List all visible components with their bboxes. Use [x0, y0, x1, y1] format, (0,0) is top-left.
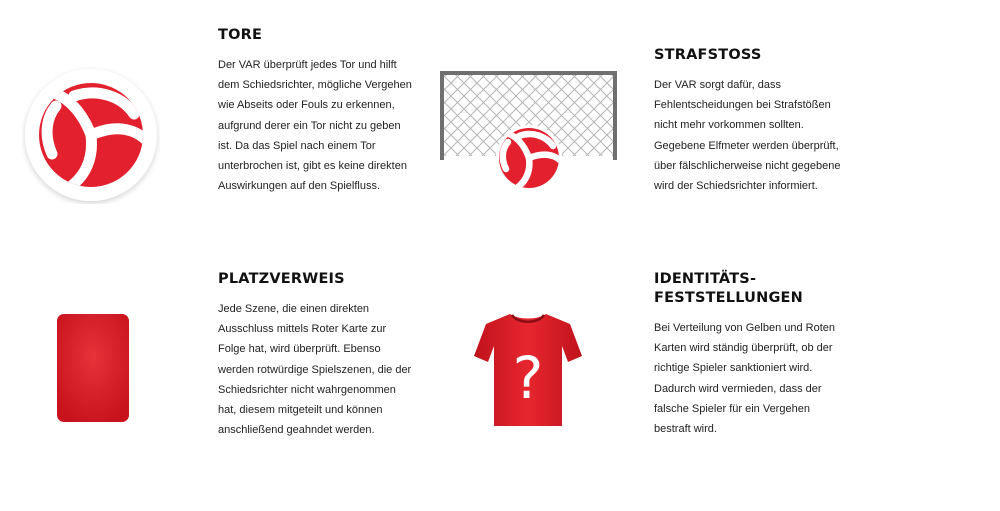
section-body-strafstoss: Der VAR sorgt dafür, dass Fehlentscheidungen bei Strafstößen nicht mehr vorkommen sollten. Gegebene Elfmeter werden überprüft, über fälschlicherweise nicht gegebene wird der Schiedsrichter informiert. [654, 79, 841, 193]
section-body-tore: Der VAR überprüft jedes Tor und hilft dem Schiedsrichter, mögliche Vergehen wie Abseits oder Fouls zu erkennen, aufgrund derer ein Tor nicht zu geben ist. Da das Spiel nach einem Tor unterbrochen ist, gibt es keine direkten Auswirkungen auf den Spielfluss. [218, 59, 412, 193]
red-card-icon [56, 313, 132, 425]
section-title-strafstoss: STRAFSTOSS [654, 47, 762, 63]
section-strafstoss [654, 46, 849, 196]
section-title-platzverweis: PLATZVERWEIS [218, 271, 345, 287]
section-tore [218, 26, 413, 196]
section-body-platzverweis: Jede Szene, die einen direkten Ausschluss mittels Roter Karte zur Folge hat, wird überprüft. Ebenso werden rotwürdige Spielszenen, die der Schiedsrichter nicht wahrgenommen hat, diesem mitgeteilt und können anschließend geahndet werden. [218, 303, 412, 437]
section-platzverweis [218, 270, 413, 440]
section-identitaet [654, 270, 844, 439]
volleyball-icon [22, 66, 160, 204]
section-body-identitaet: Bei Verteilung von Gelben und Roten Karten wird ständig überprüft, ob der richtige Spieler sanktioniert wird. Dadurch wird vermieden, dass der falsche Spieler für ein Vergehen bestraft wird. [654, 322, 836, 436]
goal-net-ball-icon [438, 70, 620, 196]
section-title-identitaet: IDENTITÄTS- FESTSTELLUNGEN [654, 271, 803, 306]
section-title-tore: TORE [218, 27, 263, 43]
shirt-question-icon [472, 308, 584, 430]
shirt-question-glyph: ? [512, 344, 544, 412]
